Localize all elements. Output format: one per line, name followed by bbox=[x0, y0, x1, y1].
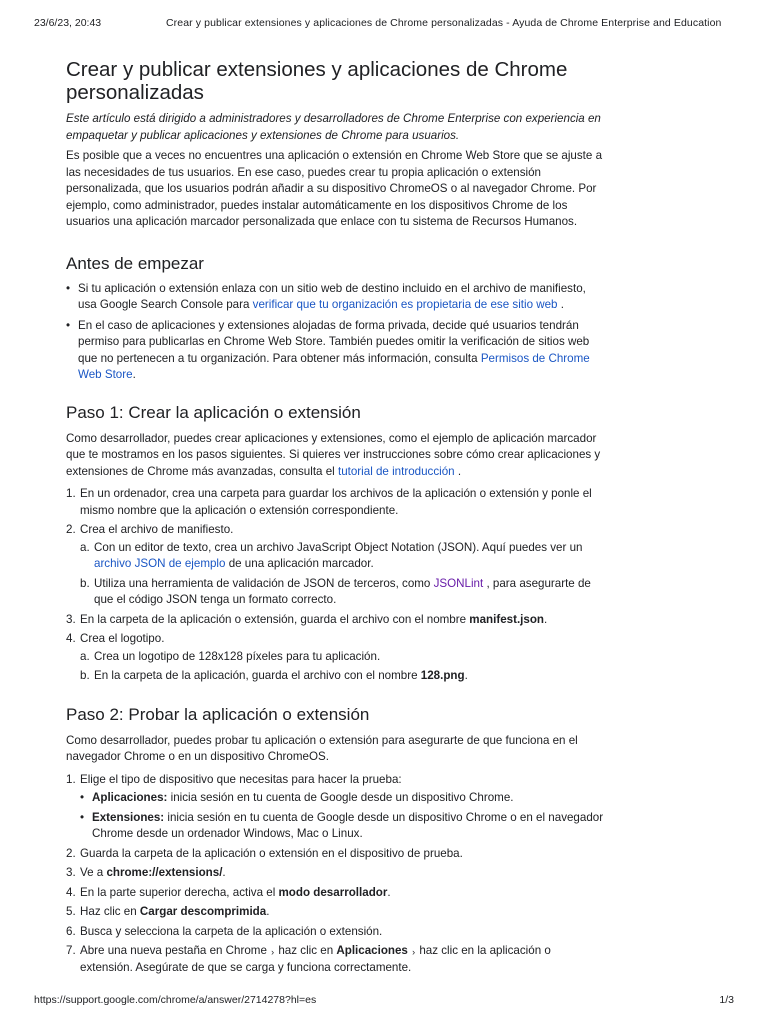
list-item: b. Utiliza una herramienta de validación de JSON de terceros, como JSONLint , para asegurarte de que el código JSON tenga un formato correcto. bbox=[80, 576, 591, 606]
list-item: 1. Elige el tipo de dispositivo que necesitas para hacer la prueba: • Aplicaciones: inicia sesión en tu cuenta de Google desde un dispositivo Chrome. • Extensiones: inicia sesión en tu cuenta de Google desde un dispositivo Chrome o en el navegador Chrome desde un ordenador Windows, Mac o Linux. bbox=[66, 772, 606, 843]
lead-paragraph: Es posible que a veces no encuentres una aplicación o extensión en Chrome Web Store que se ajuste a las necesidades de tus usuarios. En ese caso, puedes crear tu propia aplicación o extensión personalizada, que los usuarios podrán añadir a su dispositivo ChromeOS o al navegador Chrome. Por ejemplo, como administrador, puedes instalar automáticamente en los dispositivos Chrome de los usuarios una aplicación marcador personalizada que enlace con tu sistema de Recursos Humanos. bbox=[66, 149, 603, 228]
list-item: b. En la carpeta de la aplicación, guarda el archivo con el nombre 128.png. bbox=[80, 669, 468, 682]
list-item: • En el caso de aplicaciones y extensiones alojadas de forma privada, decide qué usuarios tendrán permiso para publicarlas en Chrome Web Store. También puedes omitir la verificación de sitios web que no pertenecen a tu organización. Para obtener más información, consulta Permisos de Chrome Web Store. bbox=[66, 318, 606, 384]
antes-list bbox=[66, 281, 606, 384]
list-item: • Extensiones: inicia sesión en tu cuenta de Google desde un dispositivo Chrome o en el navegador Chrome desde un ordenador Windows, Mac o Linux. bbox=[80, 810, 606, 843]
paso2-steps bbox=[66, 772, 606, 977]
list-item: • Si tu aplicación o extensión enlaza con un sitio web de destino incluido en el archivo de manifiesto, usa Google Search Console para verificar que tu organización es propietaria de ese sitio web . bbox=[66, 281, 606, 314]
list-item: a. Crea un logotipo de 128x128 píxeles para tu aplicación. bbox=[80, 649, 381, 663]
list-item: • Aplicaciones: inicia sesión en tu cuenta de Google desde un dispositivo Chrome. bbox=[80, 790, 606, 807]
list-item: 6. Busca y selecciona la carpeta de la aplicación o extensión. bbox=[66, 924, 383, 938]
sub-list bbox=[80, 790, 606, 843]
link-tutorial-introduccion[interactable]: tutorial de introducción bbox=[337, 464, 455, 478]
list-item: a. Con un editor de texto, crea un archivo JavaScript Object Notation (JSON). Aquí puedes ver un archivo JSON de ejemplo de una aplicación marcador. bbox=[80, 540, 583, 570]
list-item: 2. Crea el archivo de manifiesto. a. Con un editor de texto, crea un archivo JavaScript Object Notation (JSON). Aquí puedes ver un archivo JSON de ejemplo de una aplicación marcador. b. Utiliza una herramienta de validación de JSON de terceros, como JSONLint , para asegurarte de que el código JSON tenga un formato correcto. bbox=[66, 522, 606, 609]
chevron-right-icon: › bbox=[412, 947, 416, 957]
print-url: https://support.google.com/chrome/a/answer/2714278?hl=es bbox=[34, 994, 317, 1006]
print-title: Crear y publicar extensiones y aplicaciones de Chrome personalizadas - Ayuda de Chrome Enterprise and Education bbox=[166, 17, 722, 29]
list-item: 3. En la carpeta de la aplicación o extensión, guarda el archivo con el nombre manifest.json. bbox=[66, 612, 548, 626]
paso1-steps bbox=[66, 486, 606, 685]
heading-paso-1: Paso 1: Crear la aplicación o extensión bbox=[66, 402, 361, 422]
sub-list bbox=[80, 649, 606, 685]
link-archivo-json-ejemplo[interactable]: archivo JSON de ejemplo bbox=[94, 557, 226, 570]
link-verificar-sitio[interactable]: verificar que tu organización es propietaria de ese sitio web bbox=[252, 298, 558, 311]
sub-list bbox=[80, 540, 606, 609]
paso1-paragraph: Como desarrollador, puedes crear aplicaciones y extensiones, como el ejemplo de aplicación marcador que te mostramos en los pasos siguientes. Si quieres ver instrucciones sobre cómo crear aplicaciones y extensiones de Chrome más avanzadas, consulta el tutorial de introducción . bbox=[66, 431, 601, 478]
page-number: 1/3 bbox=[719, 994, 734, 1006]
intro-text: Este artículo está dirigido a administradores y desarrolladores de Chrome Enterprise con experiencia en empaquetar y publicar aplicaciones y extensiones de Chrome para usuarios. bbox=[66, 112, 601, 142]
paso2-paragraph: Como desarrollador, puedes probar tu aplicación o extensión para asegurarte de que funciona en el navegador Chrome o en un dispositivo ChromeOS. bbox=[66, 733, 578, 763]
chevron-right-icon: › bbox=[271, 947, 275, 957]
print-date: 23/6/23, 20:43 bbox=[34, 17, 102, 29]
list-item: 4. En la parte superior derecha, activa el modo desarrollador. bbox=[66, 885, 391, 899]
link-jsonlint[interactable]: JSONLint bbox=[433, 576, 484, 590]
list-item: 1. En un ordenador, crea una carpeta para guardar los archivos de la aplicación o extensión y ponle el mismo nombre que la aplicación o extensión correspondiente. bbox=[66, 487, 592, 517]
list-item: 5. Haz clic en Cargar descomprimida. bbox=[66, 905, 270, 918]
heading-paso-2: Paso 2: Probar la aplicación o extensión bbox=[66, 704, 370, 724]
page-title: Crear y publicar extensiones y aplicaciones de Chrome personalizadas bbox=[66, 58, 568, 104]
list-item: 7. Abre una nueva pestaña en Chrome › haz clic en Aplicaciones › haz clic en la aplicación o extensión. Asegúrate de que se carga y funciona correctamente. bbox=[66, 944, 551, 974]
list-item: 3. Ve a chrome://extensions/. bbox=[66, 866, 226, 879]
list-item: 2. Guarda la carpeta de la aplicación o extensión en el dispositivo de prueba. bbox=[66, 846, 463, 860]
link-permisos-web-store[interactable]: Permisos de Chrome Web Store bbox=[78, 351, 590, 381]
list-item: 4. Crea el logotipo. a. Crea un logotipo de 128x128 píxeles para tu aplicación. b. En la carpeta de la aplicación, guarda el archivo con el nombre 128.png. bbox=[66, 631, 606, 685]
heading-antes-de-empezar: Antes de empezar bbox=[66, 253, 204, 273]
article bbox=[66, 58, 606, 979]
